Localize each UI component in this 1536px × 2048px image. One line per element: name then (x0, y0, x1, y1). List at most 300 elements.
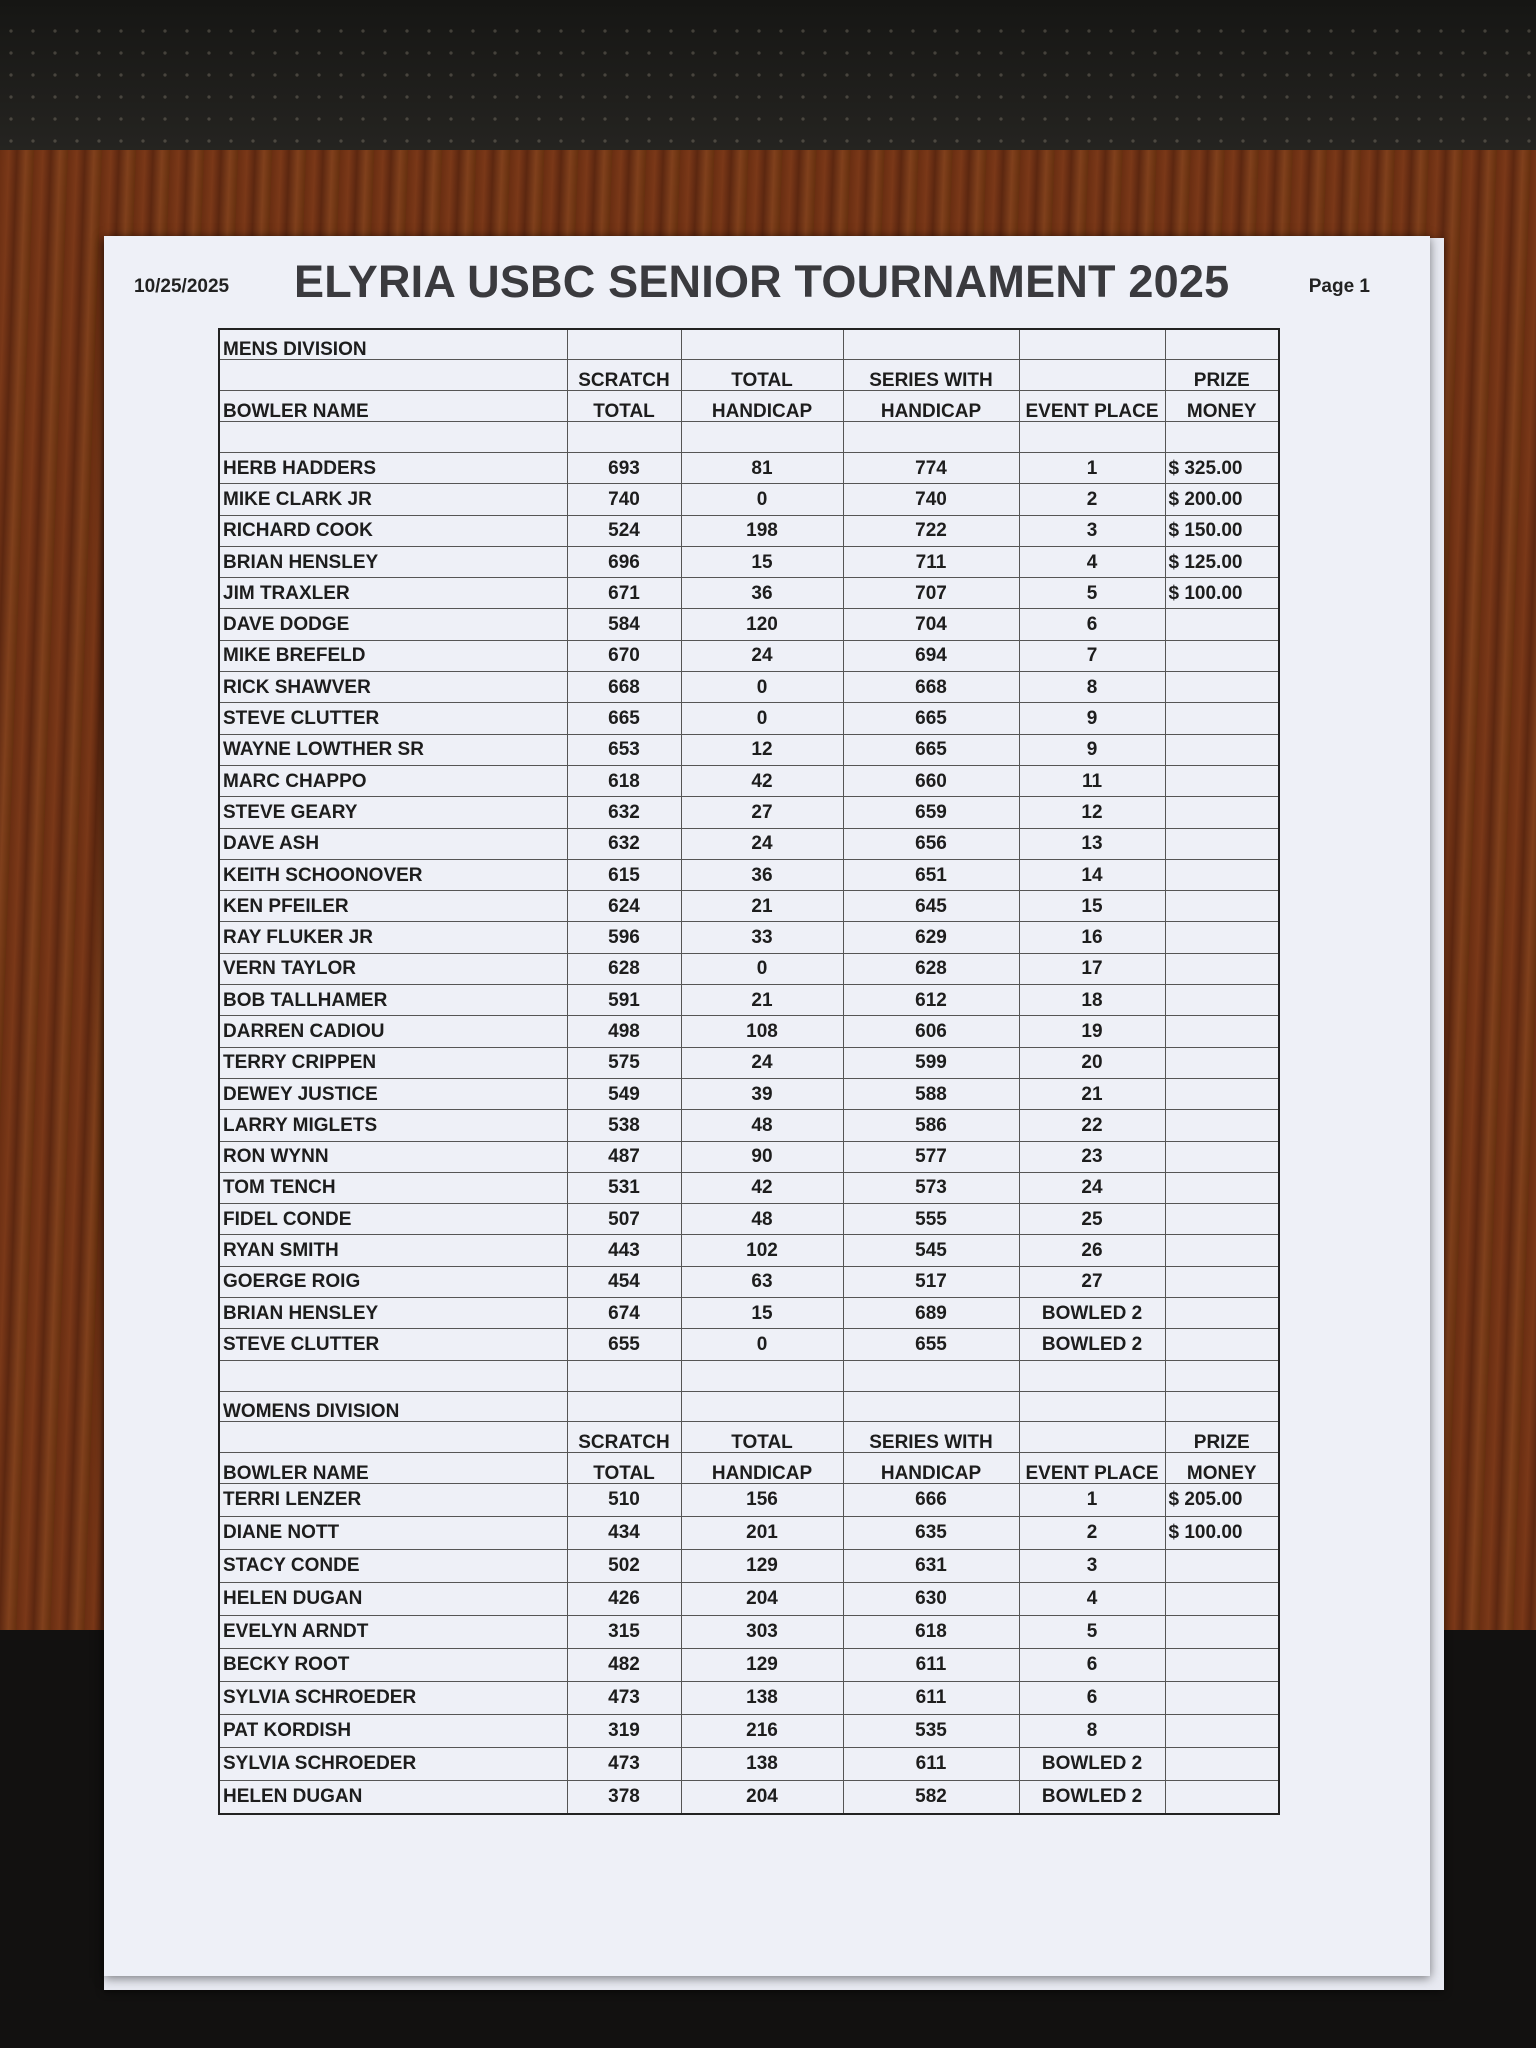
series-with-handicap-cell: 588 (843, 1078, 1019, 1109)
bowler-name-cell: SYLVIA SCHROEDER (219, 1747, 567, 1780)
event-place-cell: BOWLED 2 (1019, 1298, 1165, 1329)
total-handicap-cell: 36 (681, 578, 843, 609)
prize-money-cell (1165, 1780, 1279, 1814)
bowler-name-cell: EVELYN ARNDT (219, 1615, 567, 1648)
scratch-total-cell: 538 (567, 1110, 681, 1141)
bowler-name-cell: DAVE DODGE (219, 609, 567, 640)
series-with-handicap-cell: 612 (843, 985, 1019, 1016)
series-header: SERIES WITH (843, 1421, 1019, 1452)
total-handicap-cell: 204 (681, 1780, 843, 1814)
prize-money-cell (1165, 1714, 1279, 1747)
series-with-handicap-cell: 711 (843, 546, 1019, 577)
scratch-total-cell: 426 (567, 1582, 681, 1615)
table-row (219, 1078, 1279, 1109)
series-with-handicap-cell: 665 (843, 734, 1019, 765)
event-place-cell: 25 (1019, 1204, 1165, 1235)
scratch-total-cell: 378 (567, 1780, 681, 1814)
total-handicap-cell: 102 (681, 1235, 843, 1266)
prize-money-cell (1165, 765, 1279, 796)
series-with-handicap-cell: 630 (843, 1582, 1019, 1615)
bowler-name-cell: STEVE GEARY (219, 797, 567, 828)
mat-texture (0, 20, 1536, 170)
scratch-total-cell: 674 (567, 1298, 681, 1329)
table-row (219, 859, 1279, 890)
bowler-name-cell: HELEN DUGAN (219, 1780, 567, 1814)
event-place-cell: 18 (1019, 985, 1165, 1016)
event-place-cell: 1 (1019, 1483, 1165, 1516)
sheet-header (104, 236, 1430, 312)
total-handicap-cell: 198 (681, 515, 843, 546)
total-handicap-cell: 120 (681, 609, 843, 640)
event-place-cell: 4 (1019, 1582, 1165, 1615)
bowler-name-cell: RON WYNN (219, 1141, 567, 1172)
event-place-cell: 20 (1019, 1047, 1165, 1078)
prize-money-cell: $ 125.00 (1165, 546, 1279, 577)
prize-money-cell (1165, 1681, 1279, 1714)
event-place-cell: 1 (1019, 453, 1165, 484)
total-handicap-cell: 108 (681, 1016, 843, 1047)
series-header-line2: HANDICAP (843, 1452, 1019, 1483)
prize-money-cell: $ 100.00 (1165, 578, 1279, 609)
table-row (219, 1266, 1279, 1297)
bowler-name-cell: SYLVIA SCHROEDER (219, 1681, 567, 1714)
scratch-total-cell: 510 (567, 1483, 681, 1516)
mens-column-header-row-1 (219, 360, 1279, 391)
prize-money-cell: $ 100.00 (1165, 1516, 1279, 1549)
prize-money-cell (1165, 1266, 1279, 1297)
total-handicap-cell: 156 (681, 1483, 843, 1516)
series-with-handicap-cell: 599 (843, 1047, 1019, 1078)
total-handicap-cell: 138 (681, 1747, 843, 1780)
total-handicap-cell: 42 (681, 765, 843, 796)
table-row (219, 1516, 1279, 1549)
event-place-cell: 5 (1019, 1615, 1165, 1648)
prize-money-cell: $ 325.00 (1165, 453, 1279, 484)
bowler-name-cell: PAT KORDISH (219, 1714, 567, 1747)
series-header: SERIES WITH (843, 360, 1019, 391)
scratch-total-cell: 655 (567, 1329, 681, 1360)
event-place-cell: 15 (1019, 891, 1165, 922)
womens-division-title: WOMENS DIVISION (219, 1391, 567, 1421)
prize-money-cell: $ 200.00 (1165, 484, 1279, 515)
total-handicap-cell: 15 (681, 1298, 843, 1329)
division-gap-row (219, 1360, 1279, 1391)
prize-money-cell (1165, 703, 1279, 734)
series-with-handicap-cell: 668 (843, 672, 1019, 703)
table-row (219, 703, 1279, 734)
prize-money-cell (1165, 1329, 1279, 1360)
prize-money-cell (1165, 1047, 1279, 1078)
scratch-total-cell: 624 (567, 891, 681, 922)
bowler-name-cell: TERRY CRIPPEN (219, 1047, 567, 1078)
series-with-handicap-cell: 707 (843, 578, 1019, 609)
prize-money-cell (1165, 1747, 1279, 1780)
scratch-total-cell: 315 (567, 1615, 681, 1648)
table-row (219, 891, 1279, 922)
series-with-handicap-cell: 582 (843, 1780, 1019, 1814)
table-row (219, 1681, 1279, 1714)
total-handicap-cell: 0 (681, 953, 843, 984)
event-place-cell: 2 (1019, 1516, 1165, 1549)
page-number: Page 1 (1308, 276, 1370, 297)
table-row (219, 484, 1279, 515)
series-with-handicap-cell: 611 (843, 1648, 1019, 1681)
handicap-header-line2: HANDICAP (681, 1452, 843, 1483)
event-place-header: EVENT PLACE (1019, 1452, 1165, 1483)
prize-money-cell (1165, 1172, 1279, 1203)
prize-money-cell (1165, 672, 1279, 703)
mens-division-header-row (219, 329, 1279, 360)
series-with-handicap-cell: 774 (843, 453, 1019, 484)
total-handicap-cell: 0 (681, 672, 843, 703)
total-handicap-cell: 39 (681, 1078, 843, 1109)
scratch-total-cell: 671 (567, 578, 681, 609)
prize-money-cell (1165, 891, 1279, 922)
series-with-handicap-cell: 689 (843, 1298, 1019, 1329)
bowler-name-cell: JIM TRAXLER (219, 578, 567, 609)
bowler-name-cell: DEWEY JUSTICE (219, 1078, 567, 1109)
series-with-handicap-cell: 659 (843, 797, 1019, 828)
series-with-handicap-cell: 631 (843, 1549, 1019, 1582)
total-handicap-cell: 36 (681, 859, 843, 890)
prize-money-cell (1165, 797, 1279, 828)
bowler-name-cell: RAY FLUKER JR (219, 922, 567, 953)
event-place-cell: 24 (1019, 1172, 1165, 1203)
prize-header: PRIZE (1165, 360, 1279, 391)
total-handicap-cell: 303 (681, 1615, 843, 1648)
table-row (219, 453, 1279, 484)
event-place-cell: 19 (1019, 1016, 1165, 1047)
scratch-total-cell: 670 (567, 640, 681, 671)
event-place-cell: 21 (1019, 1078, 1165, 1109)
bowler-name-cell: BRIAN HENSLEY (219, 1298, 567, 1329)
bowler-name-header: BOWLER NAME (219, 1452, 567, 1483)
table-row (219, 953, 1279, 984)
results-sheet (104, 236, 1430, 1976)
total-handicap-cell: 15 (681, 546, 843, 577)
scratch-total-cell: 319 (567, 1714, 681, 1747)
series-with-handicap-cell: 606 (843, 1016, 1019, 1047)
bowler-name-cell: KEN PFEILER (219, 891, 567, 922)
bowler-name-cell: BRIAN HENSLEY (219, 546, 567, 577)
series-with-handicap-cell: 611 (843, 1747, 1019, 1780)
event-place-cell: 6 (1019, 609, 1165, 640)
table-row (219, 1298, 1279, 1329)
series-with-handicap-cell: 645 (843, 891, 1019, 922)
table-row (219, 1747, 1279, 1780)
scratch-total-cell: 482 (567, 1648, 681, 1681)
series-with-handicap-cell: 611 (843, 1681, 1019, 1714)
scratch-total-cell: 498 (567, 1016, 681, 1047)
table-row (219, 640, 1279, 671)
bowler-name-cell: BOB TALLHAMER (219, 985, 567, 1016)
event-place-cell: 9 (1019, 734, 1165, 765)
total-handicap-cell: 63 (681, 1266, 843, 1297)
event-place-cell: 17 (1019, 953, 1165, 984)
event-place-cell: 11 (1019, 765, 1165, 796)
table-row (219, 985, 1279, 1016)
table-row (219, 1549, 1279, 1582)
bowler-name-cell: RICK SHAWVER (219, 672, 567, 703)
spacer-row (219, 422, 1279, 453)
series-with-handicap-cell: 656 (843, 828, 1019, 859)
print-date: 10/25/2025 (134, 276, 230, 297)
bowler-name-cell: VERN TAYLOR (219, 953, 567, 984)
table-row (219, 1047, 1279, 1078)
event-place-cell: 12 (1019, 797, 1165, 828)
scratch-total-cell: 591 (567, 985, 681, 1016)
prize-money-cell: $ 205.00 (1165, 1483, 1279, 1516)
results-table (218, 328, 1280, 1815)
series-with-handicap-cell: 629 (843, 922, 1019, 953)
prize-money-cell (1165, 1582, 1279, 1615)
table-row (219, 1016, 1279, 1047)
scratch-total-cell: 693 (567, 453, 681, 484)
bowler-name-cell: LARRY MIGLETS (219, 1110, 567, 1141)
series-with-handicap-cell: 694 (843, 640, 1019, 671)
event-place-cell: BOWLED 2 (1019, 1747, 1165, 1780)
bowler-name-cell: DAVE ASH (219, 828, 567, 859)
scratch-total-cell: 584 (567, 609, 681, 640)
bowler-name-cell: BECKY ROOT (219, 1648, 567, 1681)
bowler-name-cell: MIKE BREFELD (219, 640, 567, 671)
prize-money-cell (1165, 1648, 1279, 1681)
total-handicap-cell: 129 (681, 1549, 843, 1582)
prize-header: MONEY (1165, 1452, 1279, 1483)
womens-column-header-row-2 (219, 1452, 1279, 1483)
series-with-handicap-cell: 655 (843, 1329, 1019, 1360)
series-with-handicap-cell: 586 (843, 1110, 1019, 1141)
bowler-name-cell: WAYNE LOWTHER SR (219, 734, 567, 765)
womens-column-header-row-1 (219, 1421, 1279, 1452)
prize-money-cell (1165, 734, 1279, 765)
total-handicap-cell: 0 (681, 1329, 843, 1360)
mens-column-header-row-2 (219, 391, 1279, 422)
bowler-name-cell: STACY CONDE (219, 1549, 567, 1582)
event-place-cell: 6 (1019, 1648, 1165, 1681)
results-table-body (219, 329, 1279, 1814)
series-with-handicap-cell: 628 (843, 953, 1019, 984)
event-place-header: EVENT PLACE (1019, 391, 1165, 422)
total-handicap-cell: 129 (681, 1648, 843, 1681)
table-row (219, 578, 1279, 609)
series-with-handicap-cell: 665 (843, 703, 1019, 734)
scratch-total-cell: 575 (567, 1047, 681, 1078)
prize-money-cell (1165, 953, 1279, 984)
event-place-cell: 22 (1019, 1110, 1165, 1141)
scratch-total-cell: 632 (567, 797, 681, 828)
prize-money-cell (1165, 1141, 1279, 1172)
bowler-name-cell: MARC CHAPPO (219, 765, 567, 796)
event-place-cell: 6 (1019, 1681, 1165, 1714)
prize-money-cell (1165, 1235, 1279, 1266)
event-place-cell: 27 (1019, 1266, 1165, 1297)
prize-money-cell (1165, 1204, 1279, 1235)
event-place-cell: 26 (1019, 1235, 1165, 1266)
event-place-cell: BOWLED 2 (1019, 1329, 1165, 1360)
total-handicap-cell: 216 (681, 1714, 843, 1747)
event-place-cell: 2 (1019, 484, 1165, 515)
bowler-name-cell: FIDEL CONDE (219, 1204, 567, 1235)
series-with-handicap-cell: 722 (843, 515, 1019, 546)
prize-money-cell (1165, 859, 1279, 890)
prize-money-cell (1165, 1078, 1279, 1109)
table-row (219, 1615, 1279, 1648)
scratch-total-cell: 443 (567, 1235, 681, 1266)
total-handicap-cell: 81 (681, 453, 843, 484)
scratch-total-cell: 473 (567, 1747, 681, 1780)
series-with-handicap-cell: 577 (843, 1141, 1019, 1172)
bowler-name-cell: TOM TENCH (219, 1172, 567, 1203)
table-row (219, 1141, 1279, 1172)
scratch-total-cell: 632 (567, 828, 681, 859)
table-row (219, 546, 1279, 577)
tournament-title: ELYRIA USBC SENIOR TOURNAMENT 2025 (294, 256, 1230, 307)
event-place-cell: 16 (1019, 922, 1165, 953)
total-handicap-cell: 27 (681, 797, 843, 828)
scratch-total-cell: 531 (567, 1172, 681, 1203)
table-row (219, 828, 1279, 859)
event-place-cell: 8 (1019, 1714, 1165, 1747)
bowler-name-cell: GOERGE ROIG (219, 1266, 567, 1297)
total-handicap-cell: 33 (681, 922, 843, 953)
table-row (219, 1329, 1279, 1360)
scratch-total-cell: 665 (567, 703, 681, 734)
table-row (219, 1648, 1279, 1681)
prize-money-cell (1165, 609, 1279, 640)
prize-money-cell (1165, 1549, 1279, 1582)
scratch-total-cell: 618 (567, 765, 681, 796)
handicap-header: TOTAL (681, 360, 843, 391)
total-handicap-cell: 48 (681, 1110, 843, 1141)
table-row (219, 1582, 1279, 1615)
scratch-total-cell: 596 (567, 922, 681, 953)
series-with-handicap-cell: 517 (843, 1266, 1019, 1297)
table-row (219, 922, 1279, 953)
scratch-total-cell: 434 (567, 1516, 681, 1549)
series-with-handicap-cell: 740 (843, 484, 1019, 515)
series-with-handicap-cell: 618 (843, 1615, 1019, 1648)
total-handicap-cell: 0 (681, 703, 843, 734)
total-handicap-cell: 201 (681, 1516, 843, 1549)
womens-division-header-row (219, 1391, 1279, 1421)
series-with-handicap-cell: 704 (843, 609, 1019, 640)
prize-header-line2: MONEY (1165, 391, 1279, 422)
total-handicap-cell: 0 (681, 484, 843, 515)
table-row (219, 765, 1279, 796)
series-with-handicap-cell: 555 (843, 1204, 1019, 1235)
table-row (219, 1204, 1279, 1235)
table-row (219, 797, 1279, 828)
event-place-cell: 7 (1019, 640, 1165, 671)
total-handicap-cell: 48 (681, 1204, 843, 1235)
event-place-cell: 5 (1019, 578, 1165, 609)
event-place-cell: 23 (1019, 1141, 1165, 1172)
table-row (219, 515, 1279, 546)
handicap-header: TOTAL (681, 1421, 843, 1452)
bowler-name-cell: RICHARD COOK (219, 515, 567, 546)
scratch-total-cell: 628 (567, 953, 681, 984)
scratch-header-line2: TOTAL (567, 1452, 681, 1483)
total-handicap-cell: 21 (681, 891, 843, 922)
event-place-cell: 8 (1019, 672, 1165, 703)
scratch-total-cell: 549 (567, 1078, 681, 1109)
handicap-header-line2: HANDICAP (681, 391, 843, 422)
scratch-total-cell: 507 (567, 1204, 681, 1235)
bowler-name-cell: HELEN DUGAN (219, 1582, 567, 1615)
scratch-total-cell: 487 (567, 1141, 681, 1172)
scratch-total-cell: 668 (567, 672, 681, 703)
prize-money-cell (1165, 1298, 1279, 1329)
bowler-name-cell: KEITH SCHOONOVER (219, 859, 567, 890)
event-place-cell: 3 (1019, 515, 1165, 546)
bowler-name-cell: DARREN CADIOU (219, 1016, 567, 1047)
total-handicap-cell: 42 (681, 1172, 843, 1203)
total-handicap-cell: 12 (681, 734, 843, 765)
scratch-total-cell: 473 (567, 1681, 681, 1714)
bowler-name-cell: RYAN SMITH (219, 1235, 567, 1266)
prize-money-cell (1165, 1615, 1279, 1648)
scratch-total-cell: 653 (567, 734, 681, 765)
prize-money-cell (1165, 922, 1279, 953)
scratch-total-cell: 524 (567, 515, 681, 546)
total-handicap-cell: 21 (681, 985, 843, 1016)
series-with-handicap-cell: 666 (843, 1483, 1019, 1516)
table-row (219, 1172, 1279, 1203)
series-with-handicap-cell: 660 (843, 765, 1019, 796)
scratch-total-cell: 740 (567, 484, 681, 515)
total-handicap-cell: 204 (681, 1582, 843, 1615)
series-with-handicap-cell: 573 (843, 1172, 1019, 1203)
event-place-cell: 3 (1019, 1549, 1165, 1582)
prize-header: PRIZE (1165, 1421, 1279, 1452)
bowler-name-cell: HERB HADDERS (219, 453, 567, 484)
scratch-header: SCRATCH (567, 1421, 681, 1452)
table-row (219, 1714, 1279, 1747)
prize-money-cell (1165, 1016, 1279, 1047)
event-place-cell: 4 (1019, 546, 1165, 577)
table-row (219, 1235, 1279, 1266)
bowler-name-cell: STEVE CLUTTER (219, 703, 567, 734)
bowler-name-header: BOWLER NAME (219, 391, 567, 422)
total-handicap-cell: 24 (681, 828, 843, 859)
total-handicap-cell: 24 (681, 640, 843, 671)
scratch-header-line2: TOTAL (567, 391, 681, 422)
table-row (219, 1110, 1279, 1141)
total-handicap-cell: 138 (681, 1681, 843, 1714)
scratch-total-cell: 615 (567, 859, 681, 890)
prize-money-cell (1165, 1110, 1279, 1141)
scratch-total-cell: 696 (567, 546, 681, 577)
series-header-line2: HANDICAP (843, 391, 1019, 422)
event-place-cell: BOWLED 2 (1019, 1780, 1165, 1814)
total-handicap-cell: 90 (681, 1141, 843, 1172)
bowler-name-cell: STEVE CLUTTER (219, 1329, 567, 1360)
series-with-handicap-cell: 651 (843, 859, 1019, 890)
bowler-name-cell: TERRI LENZER (219, 1483, 567, 1516)
prize-money-cell: $ 150.00 (1165, 515, 1279, 546)
table-row (219, 1780, 1279, 1814)
event-place-cell: 13 (1019, 828, 1165, 859)
scratch-total-cell: 454 (567, 1266, 681, 1297)
table-row (219, 672, 1279, 703)
scratch-header: SCRATCH (567, 360, 681, 391)
scratch-total-cell: 502 (567, 1549, 681, 1582)
series-with-handicap-cell: 635 (843, 1516, 1019, 1549)
mens-division-title: MENS DIVISION (219, 329, 567, 360)
table-row (219, 734, 1279, 765)
prize-money-cell (1165, 640, 1279, 671)
